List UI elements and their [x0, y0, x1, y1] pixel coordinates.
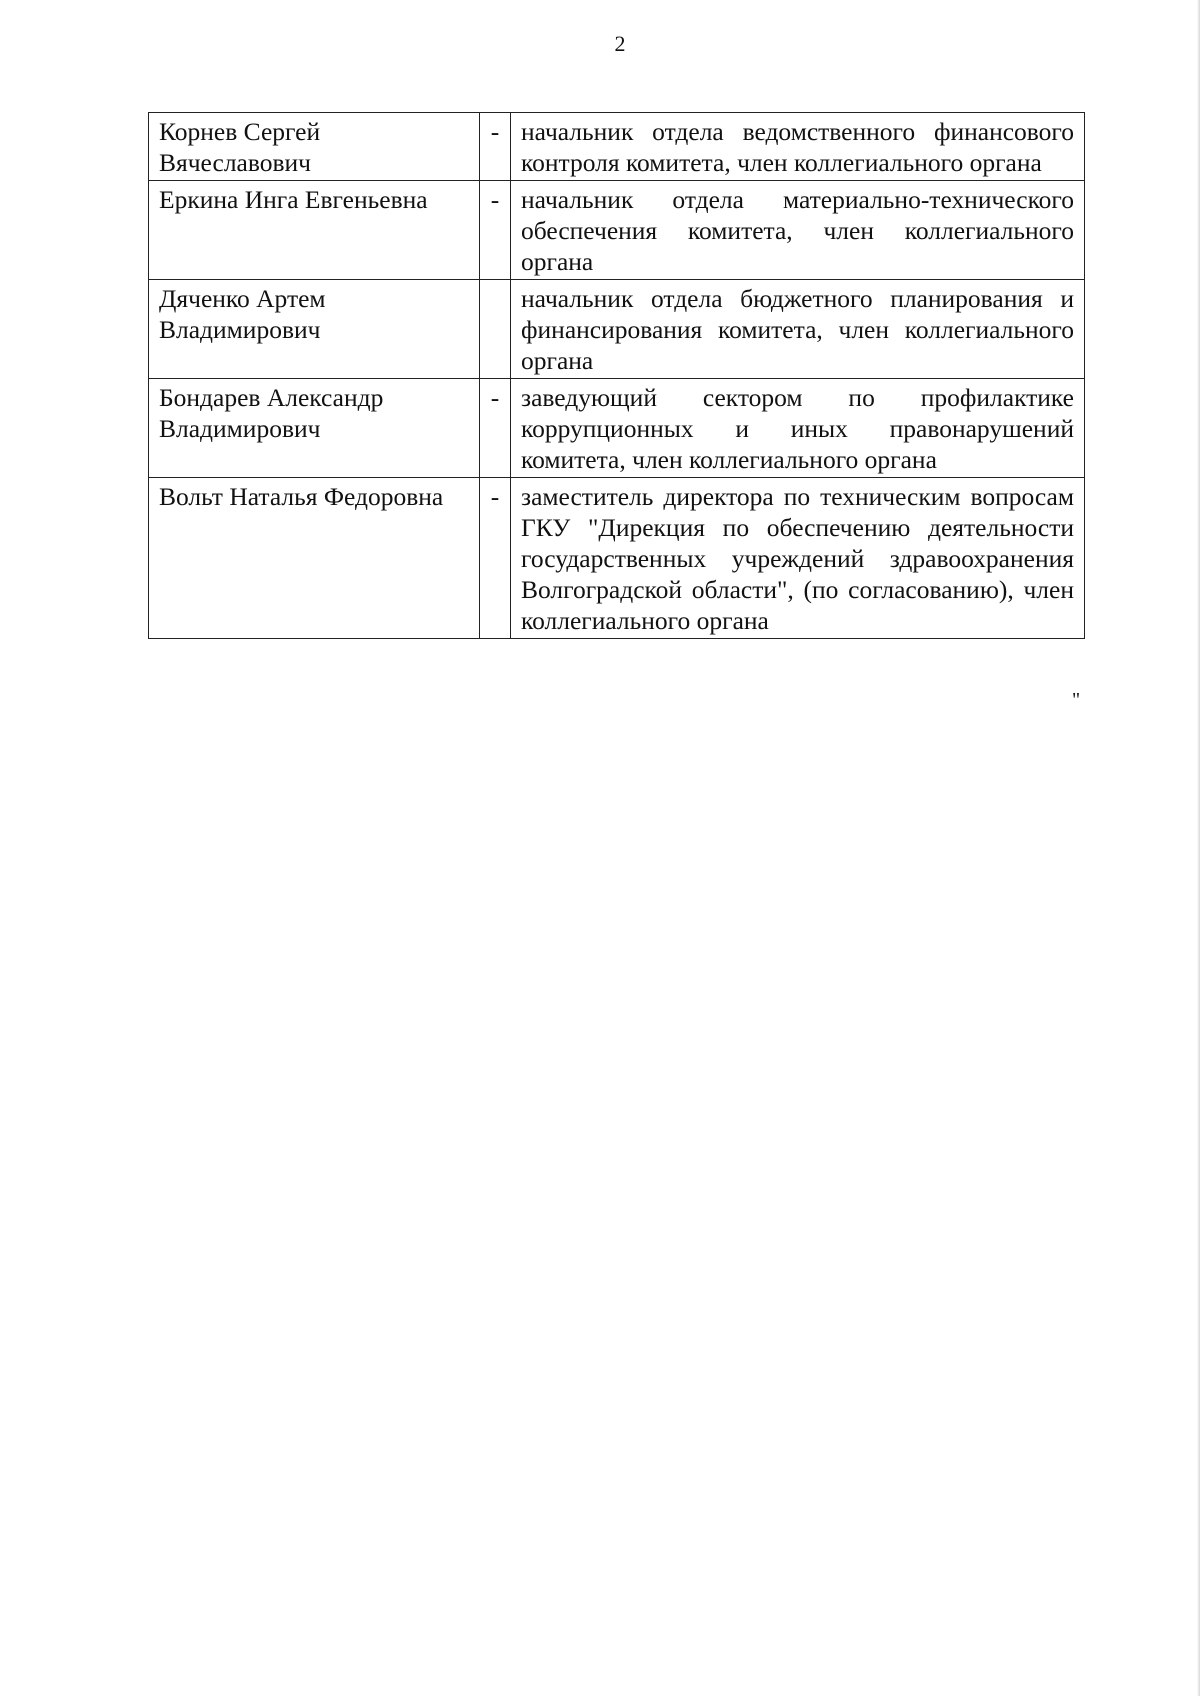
separator-dash	[480, 280, 511, 379]
member-role: заместитель директора по техническим вопросам ГКУ "Дирекция по обеспечению деятельности государственных учреждений здравоохранения Волгоградской области", (по согласованию), член коллегиального органа	[511, 478, 1085, 639]
separator-dash: -	[480, 181, 511, 280]
member-name: Дяченко Артем Владимирович	[149, 280, 480, 379]
member-role: заведующий сектором по профилактике коррупционных и иных правонарушений комитета, член коллегиального органа	[511, 379, 1085, 478]
member-name: Бондарев Александр Владимирович	[149, 379, 480, 478]
member-role: начальник отдела ведомственного финансового контроля комитета, член коллегиального органа	[511, 113, 1085, 181]
member-role: начальник отдела материально-технического обеспечения комитета, член коллегиального органа	[511, 181, 1085, 280]
members-table	[148, 112, 1085, 639]
separator-dash: -	[480, 379, 511, 478]
table-row	[149, 379, 1085, 478]
table-row	[149, 113, 1085, 181]
table-row	[149, 280, 1085, 379]
member-name: Еркина Инга Евгеньевна	[149, 181, 480, 280]
member-role: начальник отдела бюджетного планирования и финансирования комитета, член коллегиального органа	[511, 280, 1085, 379]
closing-quote-mark: "	[1072, 689, 1081, 711]
separator-dash: -	[480, 113, 511, 181]
separator-dash: -	[480, 478, 511, 639]
member-name: Корнев Сергей Вячеславович	[149, 113, 480, 181]
page-number: 2	[614, 31, 626, 56]
table-row	[149, 478, 1085, 639]
member-name: Вольт Наталья Федоровна	[149, 478, 480, 639]
table-row	[149, 181, 1085, 280]
